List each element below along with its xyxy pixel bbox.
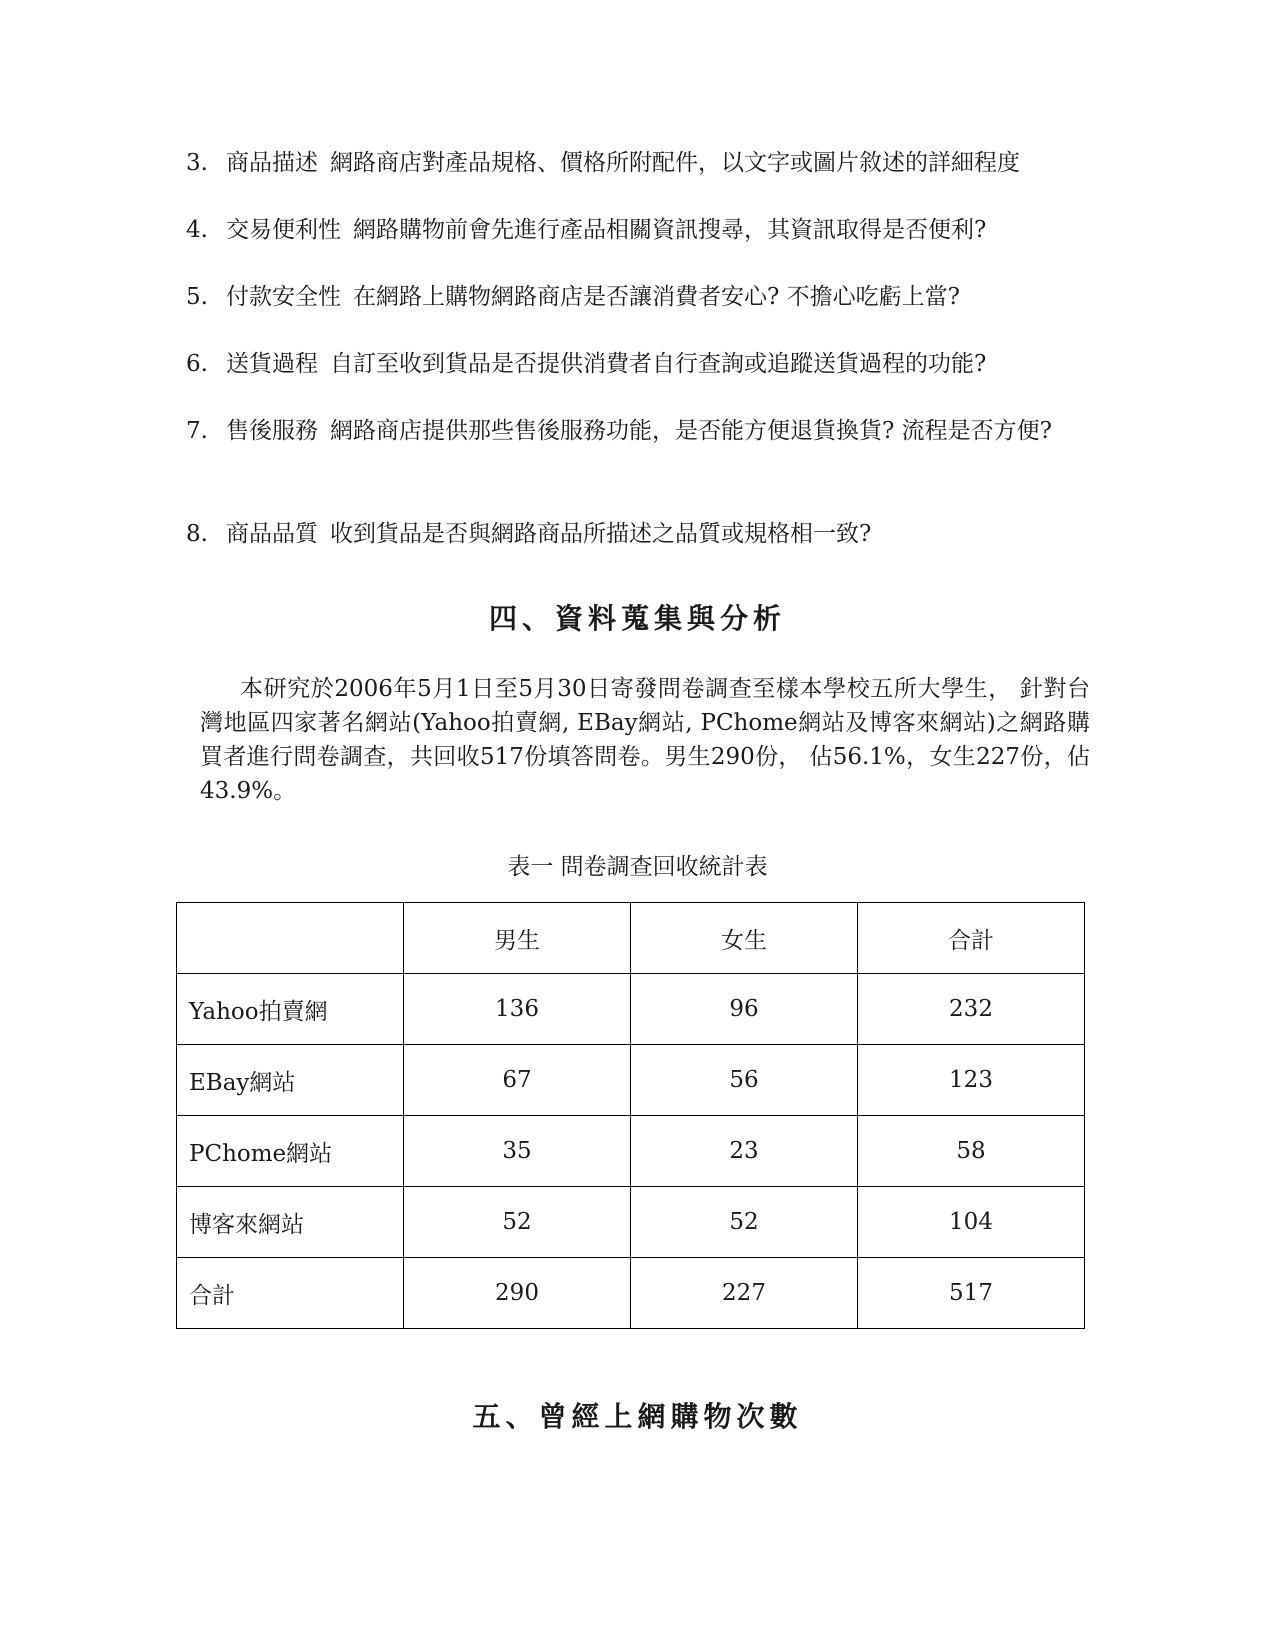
list-item-6 xyxy=(186,347,1096,381)
item-term: 售後服務 xyxy=(226,418,318,444)
list-item-3 xyxy=(186,146,1096,180)
table-cell: 104 xyxy=(858,1187,1085,1258)
table-header-cell: 女生 xyxy=(631,903,858,974)
item-number: 8. xyxy=(186,521,208,547)
table-cell: 56 xyxy=(631,1045,858,1116)
item-number: 3. xyxy=(186,150,208,176)
table-header-cell: 合計 xyxy=(858,903,1085,974)
item-text: 在網路上購物網路商店是否讓消費者安心? 不擔心吃虧上當? xyxy=(353,284,960,310)
table-cell: 227 xyxy=(631,1258,858,1329)
table-cell: 35 xyxy=(404,1116,631,1187)
table-row-label: 合計 xyxy=(177,1258,404,1329)
table-row xyxy=(177,1187,1085,1258)
table-header-row xyxy=(177,903,1085,974)
survey-stats-table xyxy=(176,902,1085,1329)
list-item-5 xyxy=(186,280,1096,314)
table-cell: 136 xyxy=(404,974,631,1045)
table-cell: 96 xyxy=(631,974,858,1045)
item-number: 5. xyxy=(186,284,208,310)
item-term: 商品描述 xyxy=(226,150,318,176)
item-term: 送貨過程 xyxy=(226,351,318,377)
table-header-cell: 男生 xyxy=(404,903,631,974)
table-row-label: Yahoo拍賣網 xyxy=(177,974,404,1045)
item-number: 7. xyxy=(186,418,208,444)
table-row-label: EBay網站 xyxy=(177,1045,404,1116)
table-cell: 58 xyxy=(858,1116,1085,1187)
table-cell: 23 xyxy=(631,1116,858,1187)
item-term: 商品品質 xyxy=(226,521,318,547)
item-number: 4. xyxy=(186,217,208,243)
table-header-cell xyxy=(177,903,404,974)
table-cell: 232 xyxy=(858,974,1085,1045)
table-caption: 表一 問卷調查回收統計表 xyxy=(507,854,768,880)
list-item-8 xyxy=(186,517,1096,551)
section-5-heading: 五、曾經上網購物次數 xyxy=(472,1400,803,1433)
table-row-label: PChome網站 xyxy=(177,1116,404,1187)
item-text: 自訂至收到貨品是否提供消費者自行查詢或追蹤送貨過程的功能? xyxy=(330,351,987,377)
item-text: 收到貨品是否與網路商品所描述之品質或規格相一致? xyxy=(330,521,872,547)
item-text: 網路商店提供那些售後服務功能，是否能方便退貨換貨? 流程是否方便? xyxy=(330,418,1052,444)
table-row-label: 博客來網站 xyxy=(177,1187,404,1258)
list-item-7 xyxy=(186,414,1096,448)
table-cell: 517 xyxy=(858,1258,1085,1329)
table-cell: 290 xyxy=(404,1258,631,1329)
table-row xyxy=(177,974,1085,1045)
item-term: 付款安全性 xyxy=(226,284,341,310)
section-4-heading: 四、資料蒐集與分析 xyxy=(488,602,786,635)
table-cell: 52 xyxy=(631,1187,858,1258)
section-4-paragraph: 本研究於2006年5月1日至5月30日寄發問卷調查至樣本學校五所大學生， 針對台灣地區四家著名網站(Yahoo拍賣網, EBay網站, PChome網站及博客來網站)之網路購買者進行問卷調查，共回收517份填答問卷。男生290份， 佔56.1%，女生227份，佔43.9%。 xyxy=(200,676,1090,804)
list-item-4 xyxy=(186,213,1096,247)
table-row xyxy=(177,1045,1085,1116)
item-term: 交易便利性 xyxy=(226,217,341,243)
item-text: 網路商店對產品規格、價格所附配件，以文字或圖片敘述的詳細程度 xyxy=(330,150,1020,176)
table-cell: 67 xyxy=(404,1045,631,1116)
table-total-row xyxy=(177,1258,1085,1329)
item-text: 網路購物前會先進行產品相關資訊搜尋，其資訊取得是否便利? xyxy=(353,217,987,243)
table-cell: 52 xyxy=(404,1187,631,1258)
item-number: 6. xyxy=(186,351,208,377)
table-row xyxy=(177,1116,1085,1187)
table-cell: 123 xyxy=(858,1045,1085,1116)
